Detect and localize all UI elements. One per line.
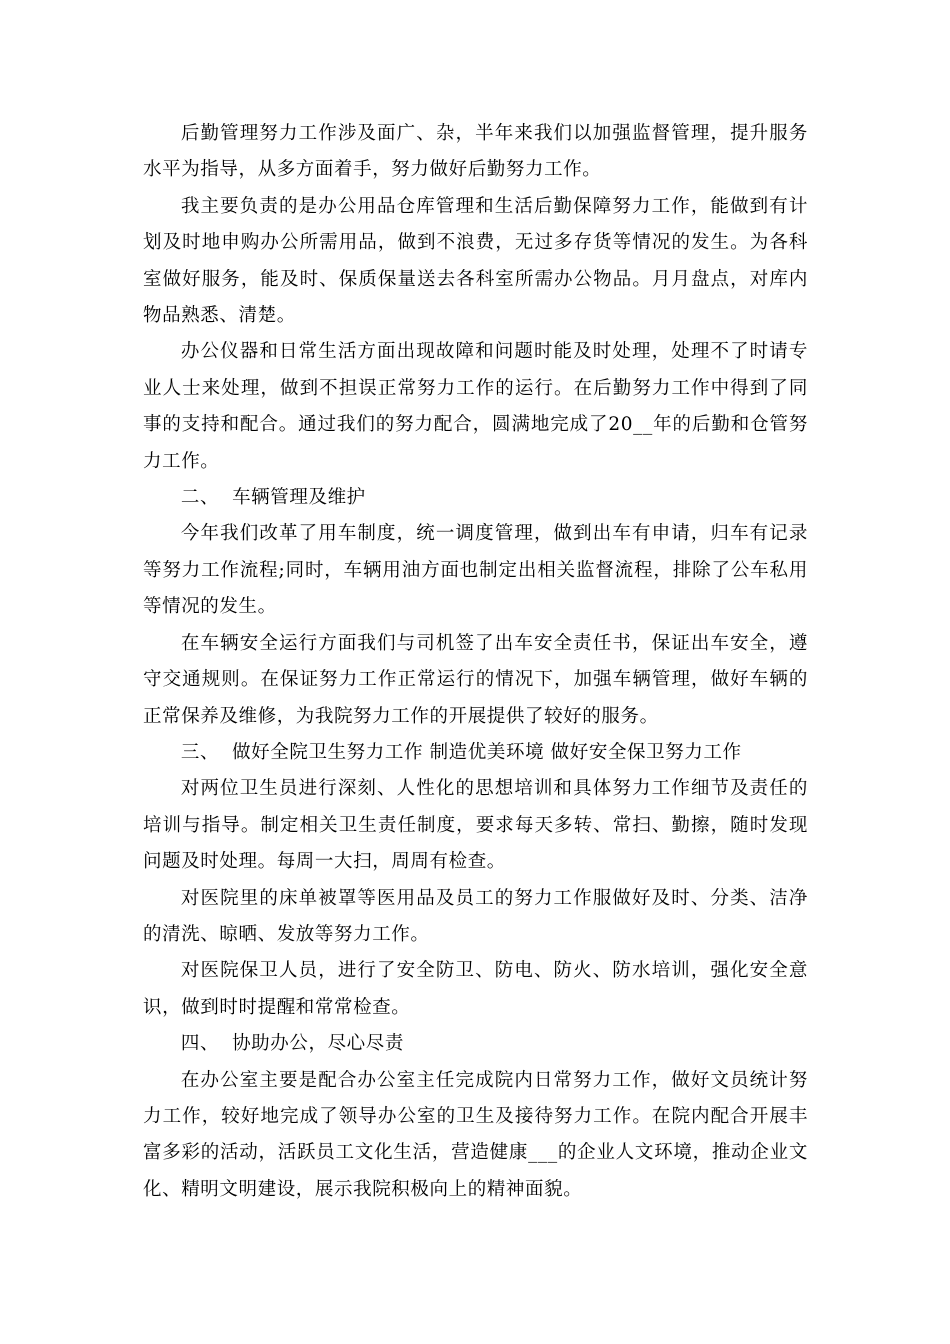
paragraph-logistics-intro: 后勤管理努力工作涉及面广、杂，半年来我们以加强监督管理，提升服务水平为指导，从多方面着手，努力做好后勤努力工作。 [143,123,808,181]
paragraph-equipment-repair: 办公仪器和日常生活方面出现故障和问题时能及时处理，处理不了时请专业人士来处理，做到不担误正常努力工作的运行。在后勤努力工作中得到了同事的支持和配合。通过我们的努力配合，圆满地完成了20__年的后勤和仓管努力工作。 [143,341,808,472]
section-heading-hygiene-security: 三、 做好全院卫生努力工作 制造优美环境 做好安全保卫努力工作 [180,741,742,763]
section-heading-vehicles: 二、 车辆管理及维护 [180,487,366,509]
paragraph-office-supplies: 我主要负责的是办公用品仓库管理和生活后勤保障努力工作，能做到有计划及时地申购办公所需用品，做到不浪费，无过多存货等情况的发生。为各科室做好服务，能及时、保质保量送去各科室所需办公物品。月月盘点，对库内物品熟悉、清楚。 [143,195,808,327]
section-heading-office-assist: 四、 协助办公，尽心尽责 [180,1033,404,1055]
paragraph-laundry: 对医院里的床单被罩等医用品及员工的努力工作服做好及时、分类、洁净的清洗、晾晒、发放等努力工作。 [143,887,808,945]
document-page [143,116,808,1208]
paragraph-vehicle-safety: 在车辆安全运行方面我们与司机签了出车安全责任书，保证出车安全，遵守交通规则。在保证努力工作正常运行的情况下，加强车辆管理，做好车辆的正常保养及维修，为我院努力工作的开展提供了较好的服务。 [143,632,808,727]
paragraph-cleaner-training: 对两位卫生员进行深刻、人性化的思想培训和具体努力工作细节及责任的培训与指导。制定相关卫生责任制度，要求每天多转、常扫、勤擦，随时发现问题及时处理。每周一大扫，周周有检查。 [143,778,808,873]
paragraph-security-training: 对医院保卫人员，进行了安全防卫、防电、防火、防水培训，强化安全意识，做到时时提醒和常常检查。 [143,960,808,1018]
paragraph-vehicle-system: 今年我们改革了用车制度，统一调度管理，做到出车有申请，归车有记录等努力工作流程;同时，车辆用油方面也制定出相关监督流程，排除了公车私用等情况的发生。 [143,523,808,618]
paragraph-office-work: 在办公室主要是配合办公室主任完成院内日常努力工作，做好文员统计努力工作，较好地完成了领导办公室的卫生及接待努力工作。在院内配合开展丰富多彩的活动，活跃员工文化生活，营造健康___的企业人文环境，推动企业文化、精明文明建设，展示我院积极向上的精神面貌。 [143,1069,808,1200]
